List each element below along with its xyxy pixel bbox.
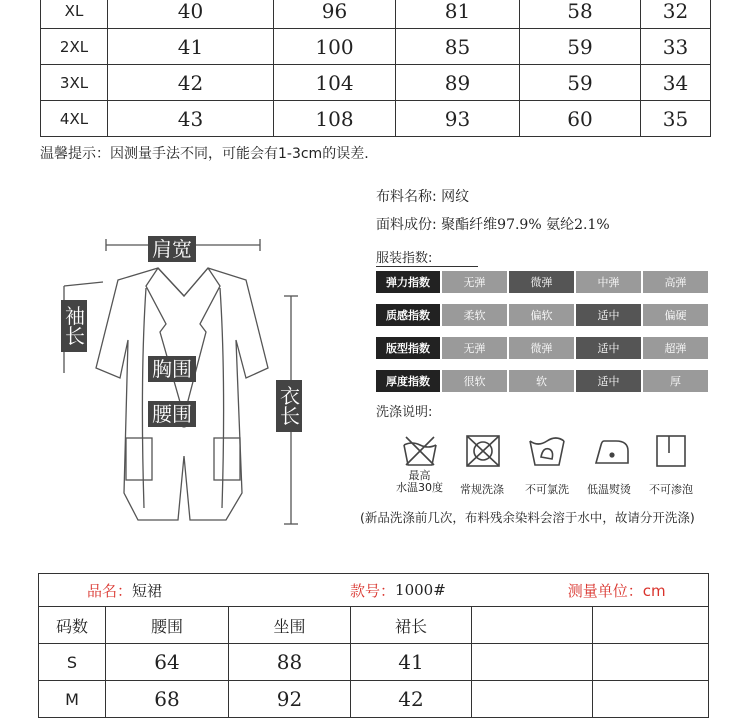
value-cell: 42 — [351, 681, 472, 718]
value-cell: 100 — [274, 29, 396, 65]
value-cell: 96 — [274, 0, 396, 29]
table-row — [39, 644, 709, 681]
table-row — [41, 0, 711, 29]
value-cell: 89 — [396, 65, 520, 101]
column-header — [593, 607, 709, 644]
shoulder-label: 肩宽 — [148, 236, 196, 262]
index-option-selected: 微弹 — [509, 271, 574, 293]
fabric-name-value: 网纹 — [441, 189, 470, 205]
index-option: 厚 — [643, 370, 708, 392]
indices-title: 服装指数: — [376, 251, 433, 266]
value-cell: 40 — [108, 0, 274, 29]
fabric-name-label: 布料名称: — [376, 189, 437, 205]
index-option: 很软 — [442, 370, 507, 392]
waist-label: 腰围 — [148, 401, 196, 427]
product-value: 短裙 — [132, 581, 163, 600]
size-cell: 3XL — [41, 65, 108, 101]
wash-label-line1: 最高 — [408, 469, 431, 482]
value-cell: 68 — [106, 681, 229, 718]
wash-label-line2: 水温30度 — [396, 481, 443, 494]
index-option-selected: 适中 — [576, 304, 641, 326]
value-cell: 58 — [520, 0, 641, 29]
composition-label: 面料成份: — [376, 217, 437, 233]
size-cell: M — [39, 681, 106, 718]
value-cell: 32 — [641, 0, 711, 29]
product-info-cell — [39, 574, 709, 607]
value-cell: 43 — [108, 101, 274, 137]
skirt-size-table — [38, 573, 709, 718]
column-header — [472, 607, 593, 644]
column-header: 裙长 — [351, 607, 472, 644]
size-cell: XL — [41, 0, 108, 29]
size-cell: 4XL — [41, 101, 108, 137]
index-option: 软 — [509, 370, 574, 392]
size-table — [40, 0, 711, 137]
index-option: 超弹 — [643, 337, 708, 359]
indices-divider — [376, 266, 478, 267]
measurement-tip: 温馨提示：因测量手法不同，可能会有1-3cm的误差. — [40, 146, 369, 162]
value-cell: 81 — [396, 0, 520, 29]
value-cell: 59 — [520, 65, 641, 101]
no-bleach-icon — [527, 433, 567, 469]
table-row — [39, 681, 709, 718]
normal-wash-icon — [463, 433, 503, 469]
value-cell: 33 — [641, 29, 711, 65]
table-header-row — [39, 574, 709, 607]
index-option-selected: 适中 — [576, 370, 641, 392]
value-cell: 60 — [520, 101, 641, 137]
value-cell: 92 — [229, 681, 351, 718]
fabric-composition — [376, 214, 610, 234]
wash-label: 常规洗涤 — [460, 483, 504, 496]
washing-title: 洗涤说明: — [376, 405, 433, 420]
texture-index-row — [376, 304, 708, 326]
index-option: 无弹 — [442, 271, 507, 293]
table-row — [41, 65, 711, 101]
column-header: 码数 — [39, 607, 106, 644]
wash-label — [396, 470, 443, 494]
index-head: 弹力指数 — [376, 271, 440, 293]
style-value: 1000# — [395, 581, 446, 599]
wash-label: 不可氯洗 — [525, 483, 569, 496]
value-cell: 93 — [396, 101, 520, 137]
fabric-name — [376, 186, 469, 206]
composition-value: 聚酯纤维97.9% 氨纶2.1% — [441, 217, 610, 233]
index-head: 版型指数 — [376, 337, 440, 359]
value-cell — [593, 681, 709, 718]
index-option: 无弹 — [442, 337, 507, 359]
unit-label: 测量单位：cm — [567, 581, 666, 600]
thickness-index-row — [376, 370, 708, 392]
chest-label: 胸围 — [148, 356, 196, 382]
index-option: 偏软 — [509, 304, 574, 326]
value-cell: 85 — [396, 29, 520, 65]
wash-label: 低温熨烫 — [587, 483, 631, 496]
index-option: 偏硬 — [643, 304, 708, 326]
wash-label: 不可渗泡 — [649, 483, 693, 496]
column-header: 腰围 — [106, 607, 229, 644]
hand-wash-30-icon — [400, 433, 440, 469]
index-option: 柔软 — [442, 304, 507, 326]
table-row — [39, 607, 709, 644]
length-label: 衣长 — [276, 380, 302, 432]
no-soak-icon — [651, 433, 691, 469]
washing-note: (新品洗涤前几次，布料残余染料会溶于水中，故请分开洗涤) — [360, 510, 695, 525]
value-cell: 59 — [520, 29, 641, 65]
value-cell — [472, 681, 593, 718]
index-option: 微弹 — [509, 337, 574, 359]
value-cell: 104 — [274, 65, 396, 101]
index-option: 高弹 — [643, 271, 708, 293]
value-cell: 34 — [641, 65, 711, 101]
value-cell — [472, 644, 593, 681]
fit-index-row — [376, 337, 708, 359]
table-row — [41, 101, 711, 137]
index-option-selected: 适中 — [576, 337, 641, 359]
sleeve-label: 袖长 — [61, 300, 87, 352]
garment-diagram — [48, 228, 318, 533]
index-option: 中弹 — [576, 271, 641, 293]
value-cell: 108 — [274, 101, 396, 137]
style-label: 款号： — [350, 581, 396, 600]
size-cell: S — [39, 644, 106, 681]
value-cell: 41 — [351, 644, 472, 681]
low-iron-icon — [592, 433, 632, 469]
value-cell: 64 — [106, 644, 229, 681]
value-cell: 35 — [641, 101, 711, 137]
index-head: 厚度指数 — [376, 370, 440, 392]
value-cell: 42 — [108, 65, 274, 101]
value-cell: 88 — [229, 644, 351, 681]
value-cell: 41 — [108, 29, 274, 65]
index-head: 质感指数 — [376, 304, 440, 326]
column-header: 坐围 — [229, 607, 351, 644]
product-label: 品名： — [87, 581, 133, 600]
elasticity-index-row — [376, 271, 708, 293]
value-cell — [593, 644, 709, 681]
size-cell: 2XL — [41, 29, 108, 65]
table-row — [41, 29, 711, 65]
